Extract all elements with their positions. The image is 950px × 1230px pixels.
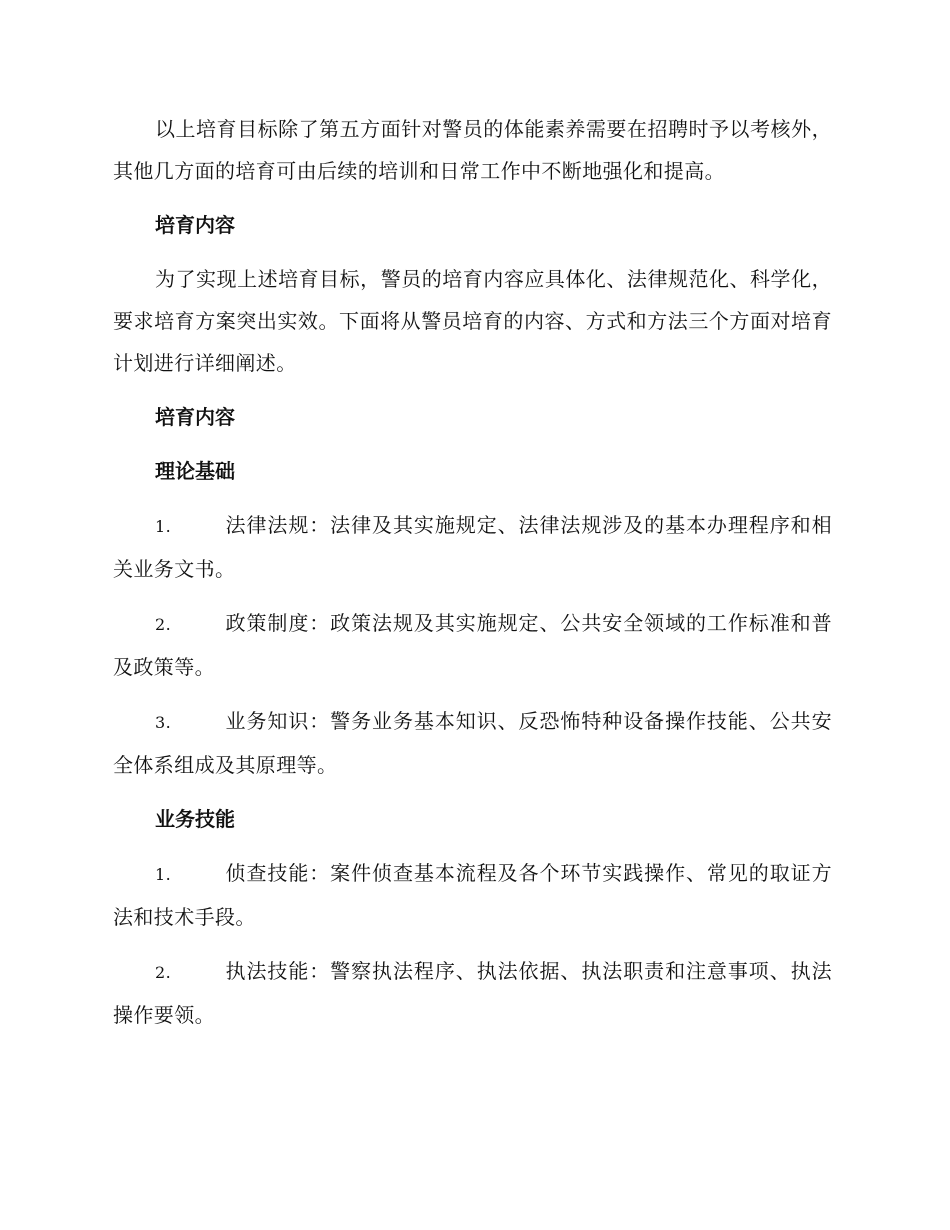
heading-content: 培育内容 — [155, 213, 235, 237]
list-item — [113, 852, 832, 938]
list-item-text: 侦查技能：案件侦查基本流程及各个环节实践操作、常见的取证方法和技术手段。 — [113, 861, 832, 929]
list-item-text: 执法技能：警察执法程序、执法依据、执法职责和注意事项、执法操作要领。 — [113, 959, 832, 1027]
list-number: 2. — [155, 615, 172, 634]
intro-paragraph: 以上培育目标除了第五方面针对警员的体能素养需要在招聘时予以考核外，其他几方面的培育可由后续的培训和日常工作中不断地强化和提高。 — [113, 117, 832, 183]
list-item — [113, 602, 832, 688]
list-item — [113, 700, 832, 786]
list-number: 3. — [155, 713, 172, 732]
heading-content-2: 培育内容 — [155, 405, 235, 429]
list-number: 1. — [155, 865, 172, 884]
paragraph-plan: 为了实现上述培育目标，警员的培育内容应具体化、法律规范化、科学化，要求培育方案突出实效。下面将从警员培育的内容、方式和方法三个方面对培育计划进行详细阐述。 — [113, 267, 832, 375]
section-title-skills: 业务技能 — [155, 807, 235, 831]
list-item — [113, 950, 832, 1036]
list-item-text: 政策制度：政策法规及其实施规定、公共安全领域的工作标准和普及政策等。 — [113, 611, 832, 679]
list-number: 2. — [155, 963, 172, 982]
section-title-theory: 理论基础 — [155, 459, 235, 483]
list-number: 1. — [155, 517, 172, 536]
list-item-text: 法律法规：法律及其实施规定、法律法规涉及的基本办理程序和相关业务文书。 — [113, 513, 832, 581]
list-item — [113, 504, 832, 590]
list-item-text: 业务知识：警务业务基本知识、反恐怖特种设备操作技能、公共安全体系组成及其原理等。 — [113, 709, 832, 777]
